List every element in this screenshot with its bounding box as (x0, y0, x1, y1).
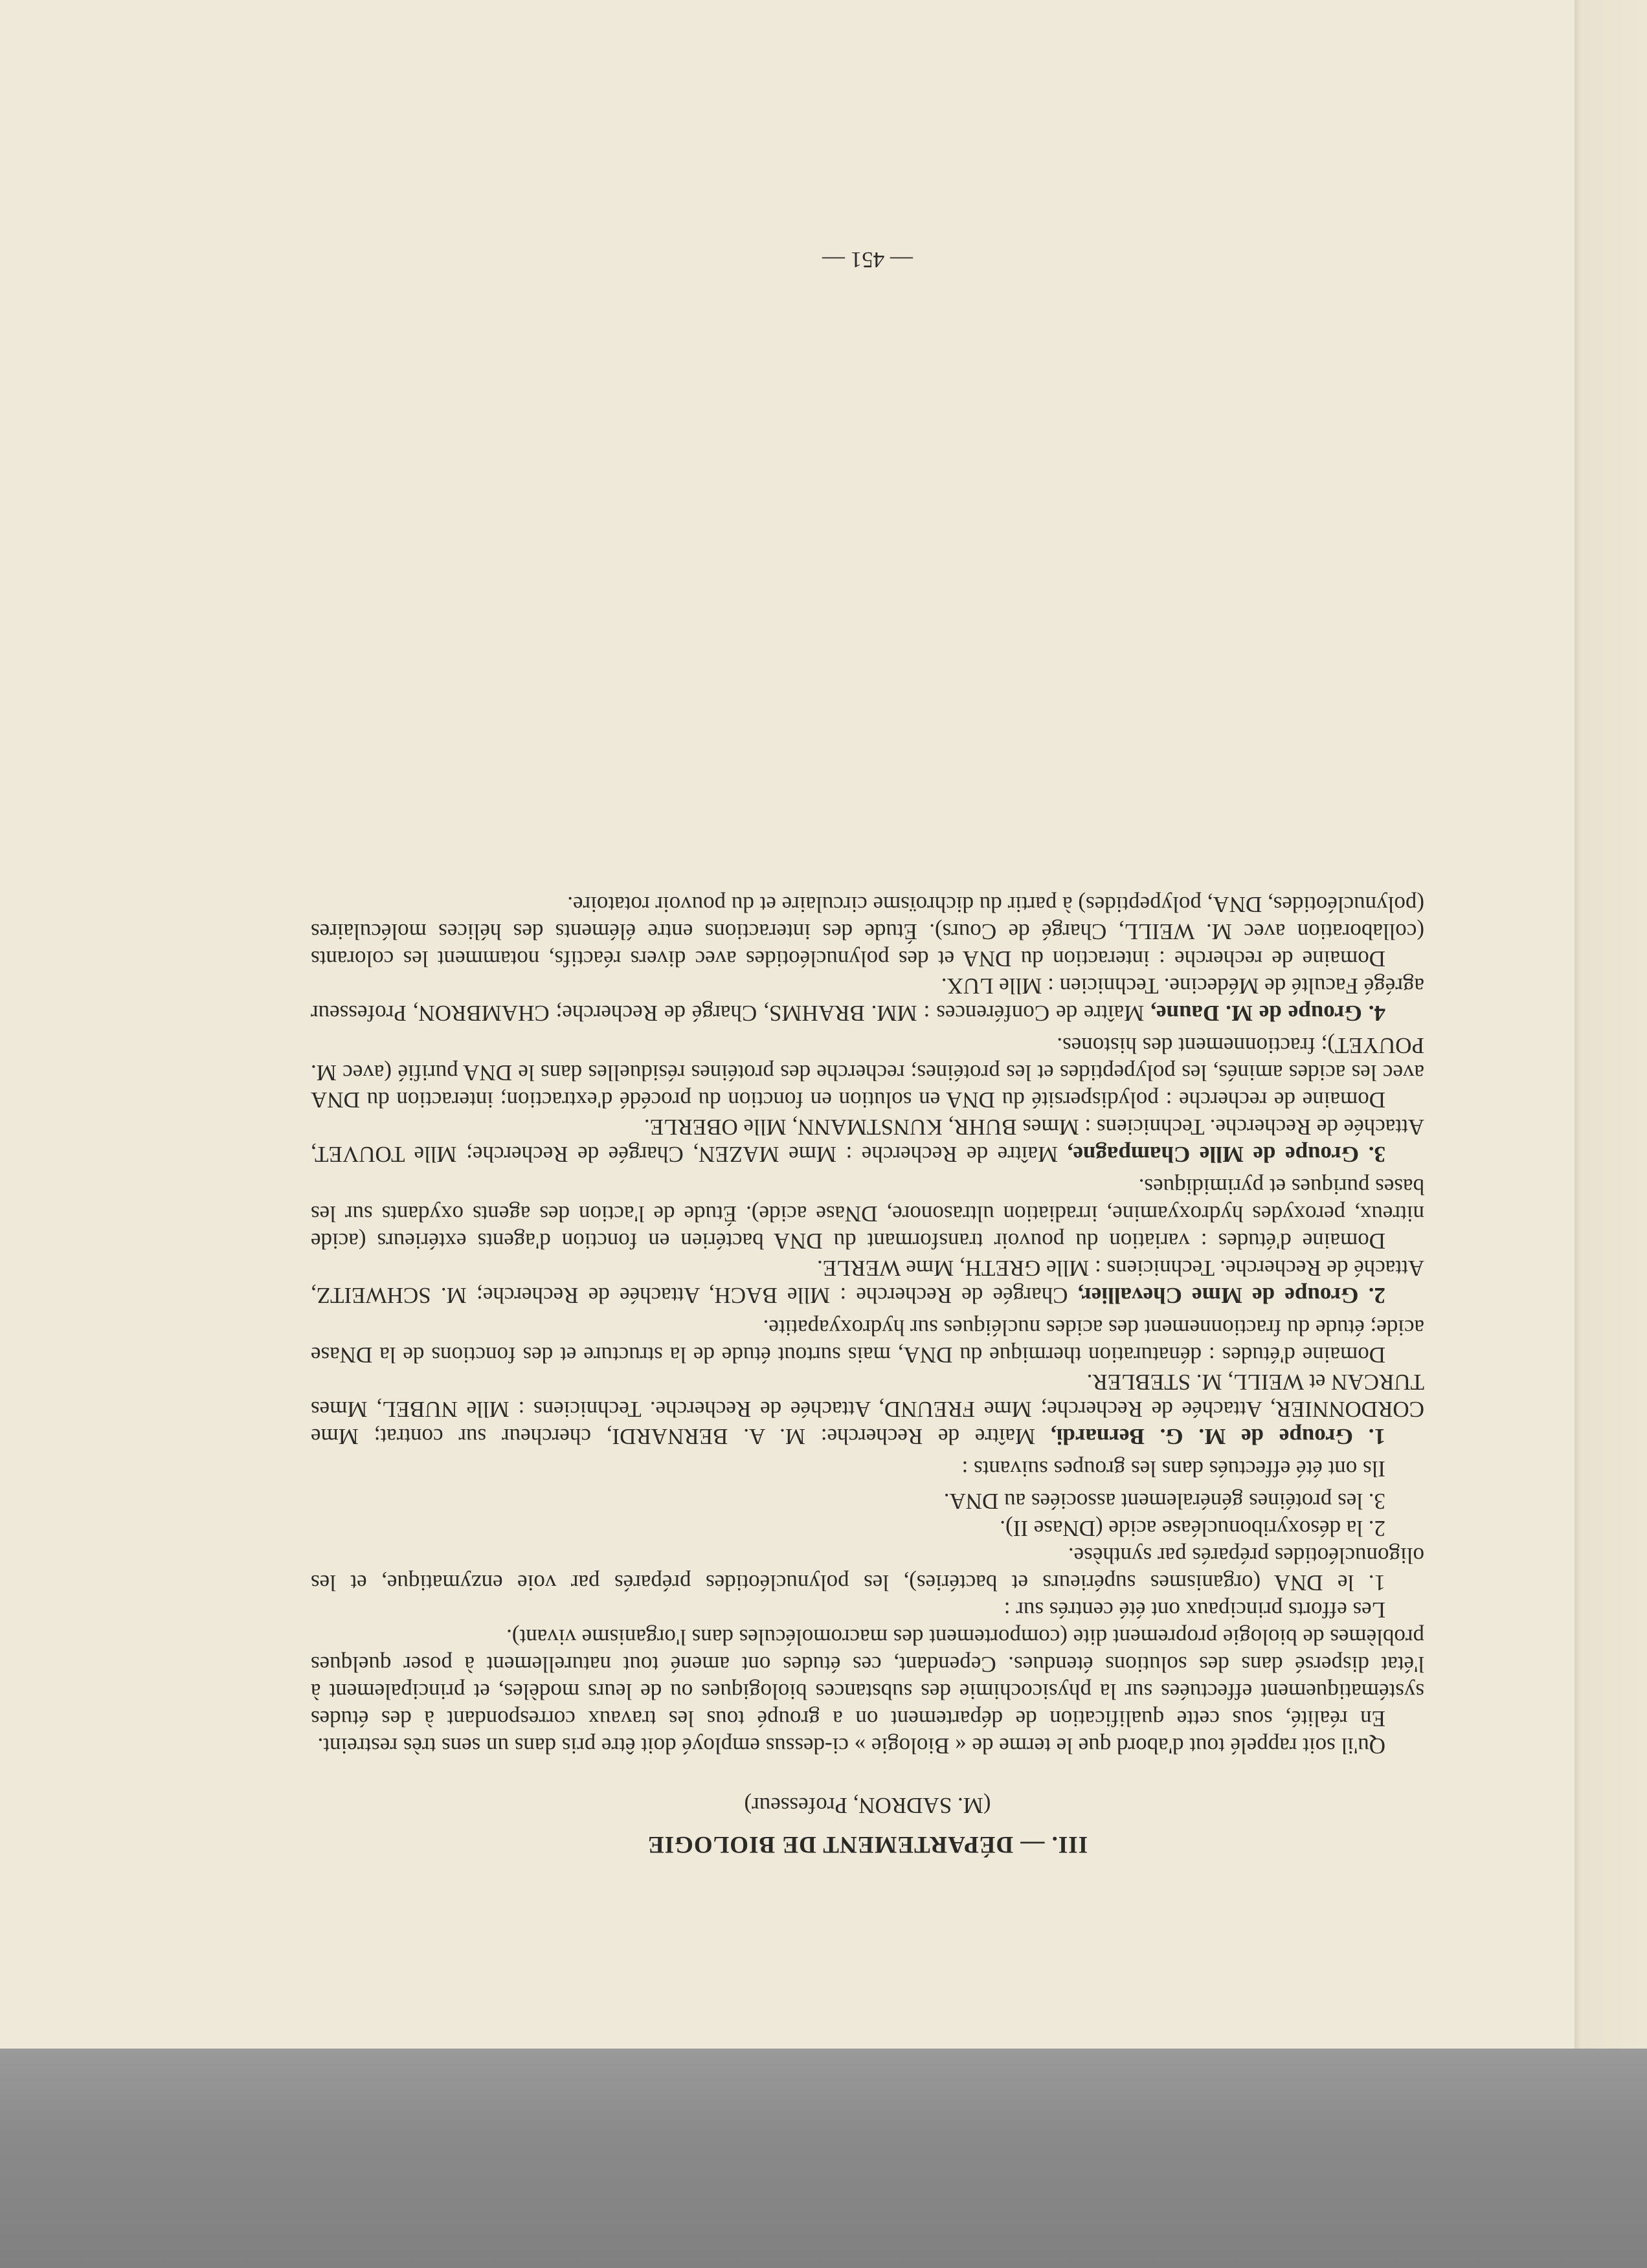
group-domain: Domaine de recherche : interaction du DNA et des polynucléotides avec divers réactifs, notamment les colorants (collaboration avec M. WEILL, Chargé de Cours). Étude des interactions entre éléments des hélices moléculaires (polynucléotides, DNA, polypeptides) à partir du dichroïsme circulaire et du pouvoir rotatoire. (311, 892, 1424, 972)
focus-list (311, 1487, 1424, 1596)
group-domain: Domaine d'études : variation du pouvoir transformant du DNA bactérien en fonction d'agents extérieurs (acide nitreux, peroxydes hydroxyamine, irradiation ultrasonore, DNase acide). Étude de l'action des agents oxydants sur les bases puriques et pyrimidiques. (311, 1174, 1424, 1254)
group-lead: 2. Groupe de Mme Chevallier, (1077, 1283, 1385, 1308)
page-number: — 451 — (822, 247, 913, 272)
group-domain: Domaine d'études : dénaturation thermique du DNA, mais surtout étude de la structure et des fonctions de la DNase acide; étude du fractionnement des acides nucléiques sur hydroxyapatite. (311, 1315, 1424, 1368)
group-heading (311, 1368, 1424, 1450)
intro-paragraph: Qu'il soit rappelé tout d'abord que le terme de « Biologie » ci-dessus employé doit être pris dans un sens très restreint. (317, 1733, 1385, 1759)
page-edge (1574, 0, 1647, 2049)
group-members: Maître de Conférences : MM. BRAHMS, Chargé de Recherche; CHAMBRON, Professeur agrégé Faculté de Médecine. Technicien : Mlle LUX. (310, 973, 1424, 1026)
group-domain: Domaine de recherche : polydispersité du DNA en solution en fonction du procédé d'extraction; interaction du DNA avec les acides aminés, les polypeptides et les protéines; recherche des protéines résiduelles dans le DNA purifié (avec M. POUYET); fractionnement des histones. (311, 1033, 1424, 1113)
rotated-text-block (311, 246, 1424, 1858)
list-item: 2. la désoxyribonucléase acide (DNase II). (1000, 1516, 1385, 1541)
intro-paragraph: Les efforts principaux ont été centrés sur : (1003, 1597, 1385, 1623)
group-heading (311, 1113, 1424, 1168)
list-item: 3. les protéines généralement associées au DNA. (943, 1489, 1385, 1514)
group-members: Maître de Recherche : Mme MAZEN, Chargée de Recherche; Mlle TOUVET, Attachée de Recherche. Techniciens : Mmes BUHR, KUNSTMANN, Mlle OBERLE. (311, 1115, 1424, 1167)
group-heading (311, 1254, 1424, 1309)
intro-paragraph: En réalité, sous cette qualification de département on a groupé tous les travaux correspondant à des études systématiquement effectuées sur la physicochimie des substances biologiques ou de leurs modèles, et principalement à l'état dispersé dans des solutions étendues. Cependant, ces études ont amené tout naturellement à poser quelques problèmes de biologie proprement dite (comportement des macromolécules dans l'organisme vivant). (311, 1625, 1424, 1731)
group-lead: 1. Groupe de M. G. Bernardi, (1050, 1424, 1385, 1449)
group-lead: 3. Groupe de Mlle Champagne, (1067, 1142, 1385, 1167)
group-lead: 4. Groupe de M. Daune, (1150, 1001, 1385, 1026)
section-subtitle: (M. SADRON, Professeur) (744, 1793, 991, 1818)
list-item: 1. le DNA (organismes supérieurs et bactéries), les polynucléotides préparés par voie enzymatique, et les oligonucléotides préparés par synthèse. (311, 1543, 1424, 1595)
section-title: III. — DÉPARTEMENT DE BIOLOGIE (647, 1831, 1088, 1858)
group-members: Maître de Recherche: M. A. BERNARDI, chercheur sur contrat; Mme CORDONNIER, Attachée de Recherche; Mme FREUND, Attachée de Recherche. Techniciens : Mlle NUBEL, Mmes TURCAN et WEILL, M. STEBLER. (311, 1370, 1424, 1449)
groups-intro: Ils ont été effectués dans les groupes suivants : (961, 1456, 1385, 1482)
group-members: Chargée de Recherche : Mlle BACH, Attachée de Recherche; M. SCHWEITZ, Attaché de Recherche. Techniciens : Mlle GRETH, Mme WERLE. (311, 1256, 1424, 1308)
group-heading (311, 972, 1424, 1027)
scanner-background (0, 2049, 1647, 2268)
